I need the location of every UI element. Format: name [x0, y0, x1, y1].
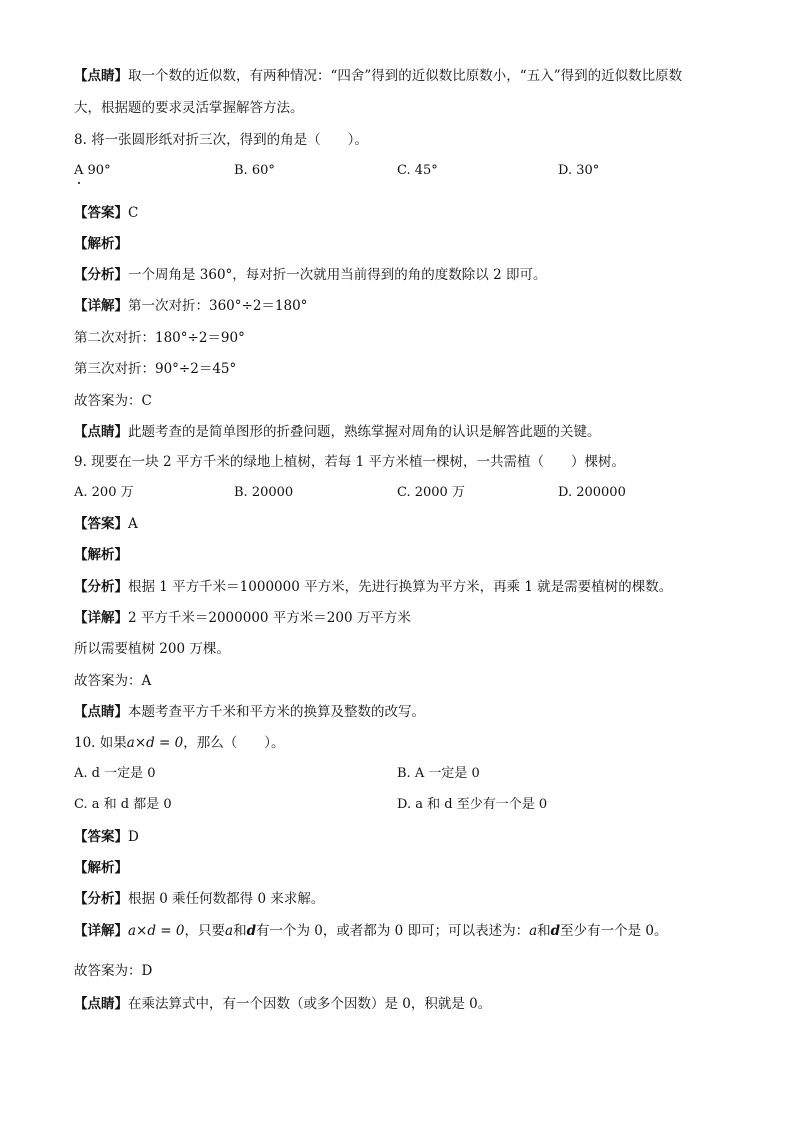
q10-stem-math: a×d = 0 — [126, 735, 184, 751]
q10-fenxi-text: 根据 0 乘任何数都得 0 来求解。 — [128, 891, 325, 907]
q10-detail-text2: 和 — [233, 923, 247, 939]
q8-stem: 8. 将一张圆形纸对折三次，得到的角是（ ）。 — [74, 132, 368, 148]
q8-analysis-tag: 【解析】 — [74, 236, 128, 252]
q9-fenxi-tag: 【分析】 — [74, 579, 128, 595]
q7-tip-text1: 取一个数的近似数，有两种情况：“四舍”得到的近似数比原数小，“五入”得到的近似数比原数 — [128, 68, 683, 84]
q8-detail2: 第二次对折：180°÷2＝90° — [74, 330, 245, 346]
q10-stem — [74, 734, 285, 752]
q10-tip-text: 在乘法算式中，有一个因数（或多个因数）是 0，积就是 0。 — [128, 996, 492, 1012]
q10-detail-var-d: d — [246, 923, 257, 939]
q8-answer-tag: 【答案】 — [74, 205, 128, 221]
q9-answer-value: A — [128, 516, 138, 532]
q9-option-a: A. 200 万 — [74, 485, 134, 500]
q10-detail-text3: 有一个为 0，或者都为 0 即可；可以表述为： — [256, 923, 530, 939]
q9-tip — [74, 703, 425, 721]
q9-option-b: B. 20000 — [234, 485, 294, 500]
q10-stem-pre: 10. 如果 — [74, 735, 127, 751]
q8-fenxi-text: 一个周角是 360°，每对折一次就用当前得到的角的度数除以 2 即可。 — [128, 267, 547, 283]
q9-detail-tag: 【详解】 — [74, 610, 128, 626]
q10-conclusion: 故答案为：D — [74, 963, 153, 979]
q10-fenxi-tag: 【分析】 — [74, 891, 128, 907]
q9-detail2: 所以需要植树 200 万棵。 — [74, 641, 230, 657]
q8-detail-tag: 【详解】 — [74, 298, 128, 314]
q8-option-c: C. 45° — [397, 163, 438, 178]
q8-tip-text: 此题考查的是简单图形的折叠问题，熟练掌握对周角的认识是解答此题的关键。 — [128, 424, 601, 440]
q8-option-a: A 90° — [74, 163, 111, 178]
q8-option-d: D. 30° — [558, 163, 600, 178]
q9-fenxi — [74, 578, 672, 596]
q10-answer-tag: 【答案】 — [74, 829, 128, 845]
q9-answer — [74, 515, 138, 533]
q7-tip-line2: 大，根据题的要求灵活掌握解答方法。 — [74, 100, 304, 116]
q10-tip — [74, 995, 491, 1013]
q8-tip — [74, 423, 601, 441]
q8-option-b: B. 60° — [234, 163, 275, 178]
q10-detail-var-d2: d — [550, 923, 561, 939]
q9-conclusion: 故答案为：A — [74, 673, 152, 689]
q10-detail-var-a: a — [225, 923, 234, 939]
q8-answer — [74, 204, 138, 222]
q9-detail1 — [74, 609, 411, 627]
q10-tip-tag: 【点睛】 — [74, 996, 128, 1012]
q7-tip-line1 — [74, 67, 682, 85]
q10-option-a: A. d 一定是 0 — [74, 766, 156, 781]
q10-analysis-tag: 【解析】 — [74, 860, 128, 876]
q10-detail — [74, 922, 667, 940]
q10-option-b: B. A 一定是 0 — [397, 766, 480, 781]
q10-answer — [74, 828, 139, 846]
q7-tip-tag: 【点睛】 — [74, 68, 128, 84]
q9-option-d: D. 200000 — [558, 485, 626, 500]
q10-answer-value: D — [128, 829, 139, 845]
q9-tip-tag: 【点睛】 — [74, 704, 128, 720]
q10-detail-text1: ，只要 — [184, 923, 225, 939]
q8-fenxi — [74, 266, 546, 284]
q10-fenxi — [74, 890, 324, 908]
q8-fenxi-tag: 【分析】 — [74, 267, 128, 283]
q9-fenxi-text: 根据 1 平方千米＝1000000 平方米，先进行换算为平方米，再乘 1 就是需要植树的棵数。 — [128, 579, 673, 595]
q10-detail-text5: 至少有一个是 0。 — [560, 923, 668, 939]
q9-stem: 9. 现要在一块 2 平方千米的绿地上植树，若每 1 平方米植一棵树，一共需植（ ）棵树。 — [74, 454, 626, 470]
q10-detail-tag: 【详解】 — [74, 923, 128, 939]
q8-detail1 — [74, 297, 307, 315]
q8-conclusion: 故答案为：C — [74, 393, 152, 409]
q10-detail-math: a×d = 0 — [128, 923, 185, 939]
q9-analysis-tag: 【解析】 — [74, 547, 128, 563]
stray-dot — [78, 182, 80, 184]
q8-detail3: 第三次对折：90°÷2＝45° — [74, 361, 237, 377]
q9-detail1-text: 2 平方千米＝2000000 平方米＝200 万平方米 — [128, 610, 411, 626]
q8-tip-tag: 【点睛】 — [74, 424, 128, 440]
q10-detail-text4: 和 — [537, 923, 551, 939]
q10-detail-var-a2: a — [529, 923, 538, 939]
q8-detail1-text: 第一次对折：360°÷2＝180° — [128, 298, 308, 314]
q9-tip-text: 本题考查平方千米和平方米的换算及整数的改写。 — [128, 704, 425, 720]
q9-option-c: C. 2000 万 — [397, 485, 465, 500]
q8-answer-value: C — [128, 205, 139, 221]
q10-option-c: C. a 和 d 都是 0 — [74, 797, 172, 812]
q10-stem-post: ，那么（ ）。 — [183, 735, 285, 751]
q10-option-d: D. a 和 d 至少有一个是 0 — [397, 797, 548, 812]
q9-answer-tag: 【答案】 — [74, 516, 128, 532]
